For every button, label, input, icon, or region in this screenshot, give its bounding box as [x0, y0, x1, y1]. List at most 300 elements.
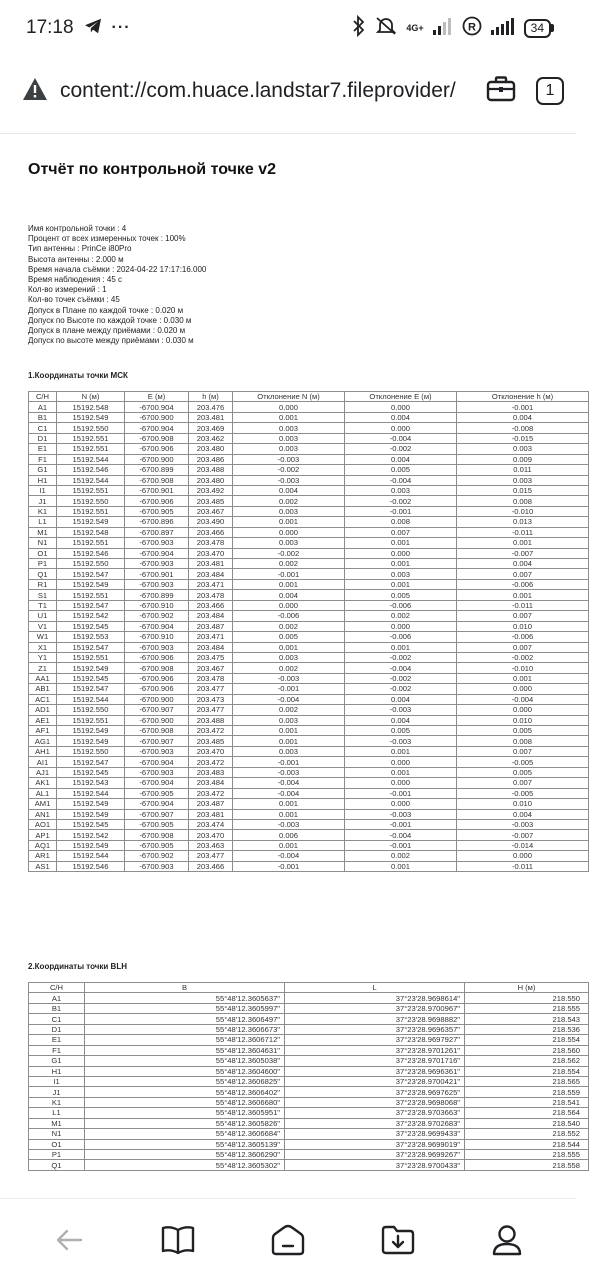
table-cell: 0.001 [233, 726, 345, 736]
back-arrow-icon[interactable] [39, 1210, 99, 1270]
table-cell: 15192.551 [57, 506, 125, 516]
table-cell: -0.003 [233, 475, 345, 485]
home-icon[interactable] [258, 1210, 318, 1270]
table-cell: 0.005 [345, 465, 457, 475]
table-cell: -6700.899 [125, 590, 189, 600]
table-cell: -6700.908 [125, 433, 189, 443]
table-header-cell: С/Н [29, 983, 85, 993]
meta-line: Допуск в плане между приёмами : 0.020 м [28, 326, 186, 336]
table-cell: 0.004 [233, 590, 345, 600]
table-cell: 203.484 [189, 778, 233, 788]
table-cell: 0.002 [233, 663, 345, 673]
table-cell: -0.001 [233, 757, 345, 767]
table-cell: 203.470 [189, 830, 233, 840]
table-cell: -0.006 [233, 611, 345, 621]
table-cell: -0.011 [457, 527, 589, 537]
table-cell: 203.488 [189, 465, 233, 475]
table-row [29, 1003, 589, 1013]
table-cell: I1 [29, 485, 57, 495]
table-row [29, 684, 589, 694]
table-cell: 0.000 [345, 548, 457, 558]
table-cell: O1 [29, 1139, 85, 1149]
table-cell: F1 [29, 1045, 85, 1055]
table-cell: -6700.908 [125, 726, 189, 736]
mute-icon [375, 16, 397, 41]
table-cell: -6700.904 [125, 423, 189, 433]
table-cell: 0.001 [345, 767, 457, 777]
tab-switcher-button[interactable]: 1 [536, 77, 564, 105]
table-cell: 37°23'28.9698614" [285, 993, 465, 1003]
meta-line: Процент от всех измеренных точек : 100% [28, 234, 186, 244]
table-cell: C1 [29, 423, 57, 433]
table-cell: 203.490 [189, 517, 233, 527]
table-row [29, 423, 589, 433]
table-cell: 0.011 [457, 465, 589, 475]
table-cell: 0.001 [233, 642, 345, 652]
meta-line: Высота антенны : 2.000 м [28, 254, 124, 264]
table-cell: Y1 [29, 652, 57, 662]
table-row [29, 496, 589, 506]
table-cell: AM1 [29, 799, 57, 809]
msk-coordinates-table [28, 391, 589, 872]
table-cell: 0.004 [457, 809, 589, 819]
table-cell: 218.544 [465, 1139, 589, 1149]
table-cell: -0.001 [345, 788, 457, 798]
table-cell: AP1 [29, 830, 57, 840]
table-row [29, 840, 589, 850]
table-cell: 37°23'28.9700433" [285, 1160, 465, 1170]
table-row [29, 809, 589, 819]
report-title: Отчёт по контрольной точке v2 [28, 161, 277, 178]
table-cell: 203.481 [189, 559, 233, 569]
table-cell: 203.488 [189, 715, 233, 725]
table-header-cell: N (м) [57, 392, 125, 402]
table-cell: 203.485 [189, 496, 233, 506]
download-folder-icon[interactable] [368, 1210, 428, 1270]
table-row [29, 600, 589, 610]
table-cell: 218.552 [465, 1129, 589, 1139]
table-row [29, 1118, 589, 1128]
table-cell: -0.002 [233, 548, 345, 558]
table-cell: 203.484 [189, 642, 233, 652]
meta-line: Кол-во точек съёмки : 45 [28, 295, 120, 305]
table-cell: -0.003 [233, 673, 345, 683]
table-cell: AI1 [29, 757, 57, 767]
table-cell: 15192.551 [57, 538, 125, 548]
table-cell: 37°23'28.9698068" [285, 1097, 465, 1107]
table-cell: -0.003 [345, 705, 457, 715]
table-cell: 55°48'12.3606825" [85, 1076, 285, 1086]
table-cell: N1 [29, 1129, 85, 1139]
table-cell: -0.011 [457, 861, 589, 871]
table-cell: 0.000 [345, 423, 457, 433]
table-header-cell: E (м) [125, 392, 189, 402]
table-cell: 0.003 [457, 444, 589, 454]
battery-indicator [524, 19, 554, 38]
table-row [29, 506, 589, 516]
table-cell: 15192.545 [57, 819, 125, 829]
table-cell: -0.004 [457, 694, 589, 704]
table-cell: 0.002 [345, 611, 457, 621]
table-row [29, 1056, 589, 1066]
table-cell: A1 [29, 402, 57, 412]
table-cell: 0.007 [457, 611, 589, 621]
table-cell: 0.010 [457, 799, 589, 809]
table-cell: 0.000 [457, 851, 589, 861]
table-cell: 0.003 [233, 444, 345, 454]
table-cell: -0.004 [233, 788, 345, 798]
table-cell: 0.004 [233, 485, 345, 495]
table-row [29, 632, 589, 642]
table-cell: P1 [29, 1150, 85, 1160]
table-cell: 0.002 [233, 559, 345, 569]
table-cell: 37°23'28.9697927" [285, 1035, 465, 1045]
table-cell: 55°48'12.3605637" [85, 993, 285, 1003]
table-cell: C1 [29, 1014, 85, 1024]
table-cell: -0.001 [233, 861, 345, 871]
table-cell: 55°48'12.3606673" [85, 1024, 285, 1034]
table-cell: K1 [29, 506, 57, 516]
table-row [29, 433, 589, 443]
table-cell: -0.004 [345, 475, 457, 485]
table-cell: 0.000 [233, 402, 345, 412]
table-cell: 55°48'12.3606712" [85, 1035, 285, 1045]
table-cell: Q1 [29, 1160, 85, 1170]
table-cell: 55°48'12.3606402" [85, 1087, 285, 1097]
table-row [29, 726, 589, 736]
table-cell: 55°48'12.3605826" [85, 1118, 285, 1128]
battery-level: 34 [524, 19, 551, 38]
table-cell: 203.462 [189, 433, 233, 443]
table-cell: 15192.550 [57, 705, 125, 715]
registered-icon [462, 16, 482, 41]
profile-icon[interactable] [477, 1210, 537, 1270]
table-cell: AS1 [29, 861, 57, 871]
url-text[interactable]: content://com.huace.landstar7.fileprovider/ [60, 79, 456, 102]
table-cell: 218.555 [465, 1150, 589, 1160]
table-cell: 218.562 [465, 1056, 589, 1066]
table-row [29, 1139, 589, 1149]
table-cell: 0.008 [457, 496, 589, 506]
table-row [29, 663, 589, 673]
table-cell: 0.005 [233, 632, 345, 642]
table-cell: 218.555 [465, 1003, 589, 1013]
table-cell: AR1 [29, 851, 57, 861]
table-cell: 203.469 [189, 423, 233, 433]
table-cell: 203.477 [189, 851, 233, 861]
table-cell: AO1 [29, 819, 57, 829]
table-row [29, 590, 589, 600]
table-row [29, 851, 589, 861]
table-cell: AL1 [29, 788, 57, 798]
table-cell: 203.474 [189, 819, 233, 829]
table-cell: 15192.549 [57, 663, 125, 673]
table-cell: O1 [29, 548, 57, 558]
table-cell: 15192.544 [57, 788, 125, 798]
table-cell: J1 [29, 1087, 85, 1097]
table-cell: 0.001 [233, 799, 345, 809]
table-cell: 55°48'12.3604600" [85, 1066, 285, 1076]
table-cell: -6700.903 [125, 579, 189, 589]
table-cell: X1 [29, 642, 57, 652]
table-cell: AH1 [29, 746, 57, 756]
table-cell: A1 [29, 993, 85, 1003]
signal-icon-2 [491, 17, 515, 40]
table-cell: 0.013 [457, 517, 589, 527]
table-cell: 15192.551 [57, 444, 125, 454]
briefcase-icon[interactable] [486, 76, 516, 107]
table-cell: 0.003 [233, 746, 345, 756]
table-row [29, 861, 589, 871]
table-cell: 0.000 [345, 757, 457, 767]
table-cell: 55°48'12.3606290" [85, 1150, 285, 1160]
table-cell: 15192.546 [57, 548, 125, 558]
table-cell: 0.001 [457, 590, 589, 600]
table-cell: 15192.551 [57, 433, 125, 443]
table-cell: -6700.906 [125, 496, 189, 506]
table-row [29, 517, 589, 527]
table-cell: 0.003 [233, 423, 345, 433]
table-cell: -6700.900 [125, 694, 189, 704]
table-cell: 0.007 [345, 527, 457, 537]
table-cell: AK1 [29, 778, 57, 788]
warning-icon[interactable] [22, 77, 48, 106]
table-cell: 0.004 [345, 412, 457, 422]
table-cell: 203.472 [189, 726, 233, 736]
table-cell: 15192.549 [57, 412, 125, 422]
meta-line: Имя контрольной точки : 4 [28, 224, 127, 233]
table-cell: 0.000 [457, 705, 589, 715]
table-cell: 203.466 [189, 600, 233, 610]
table-cell: 15192.544 [57, 475, 125, 485]
table-header-cell: С/Н [29, 392, 57, 402]
table-cell: 218.554 [465, 1035, 589, 1045]
table-cell: 203.478 [189, 590, 233, 600]
table-cell: -0.007 [457, 548, 589, 558]
table-cell: 0.005 [345, 726, 457, 736]
table-cell: -0.002 [345, 684, 457, 694]
table-cell: -0.002 [345, 652, 457, 662]
table-cell: -0.002 [457, 652, 589, 662]
table-cell: -6700.907 [125, 736, 189, 746]
table-row [29, 788, 589, 798]
table-cell: 203.483 [189, 767, 233, 777]
table-row [29, 475, 589, 485]
table-cell: 15192.546 [57, 465, 125, 475]
table-cell: U1 [29, 611, 57, 621]
table-cell: -6700.910 [125, 632, 189, 642]
table-cell: 218.554 [465, 1066, 589, 1076]
table-cell: 0.005 [457, 767, 589, 777]
table-cell: 15192.542 [57, 830, 125, 840]
table-cell: B1 [29, 412, 57, 422]
table-row [29, 1024, 589, 1034]
table-cell: AN1 [29, 809, 57, 819]
table-row [29, 819, 589, 829]
table-cell: 0.003 [345, 569, 457, 579]
table-cell: 15192.549 [57, 726, 125, 736]
table-cell: 203.492 [189, 485, 233, 495]
table-cell: -6700.904 [125, 778, 189, 788]
telegram-icon [84, 18, 102, 39]
table-cell: Z1 [29, 663, 57, 673]
table-cell: 0.000 [233, 600, 345, 610]
table-row [29, 830, 589, 840]
table-row [29, 485, 589, 495]
table-cell: AJ1 [29, 767, 57, 777]
table-cell: -6700.903 [125, 767, 189, 777]
table-cell: 37°23'28.9702683" [285, 1118, 465, 1128]
blh-coordinates-table [28, 982, 589, 1171]
table-cell: 0.010 [457, 715, 589, 725]
table-cell: 218.541 [465, 1097, 589, 1107]
meta-line: Время наблюдения : 45 с [28, 275, 122, 285]
table-cell: 15192.550 [57, 496, 125, 506]
table-cell: 15192.550 [57, 423, 125, 433]
table-cell: 37°23'28.9698882" [285, 1014, 465, 1024]
table-cell: 15192.543 [57, 778, 125, 788]
table-cell: 218.559 [465, 1087, 589, 1097]
table-cell: Q1 [29, 569, 57, 579]
table-cell: 15192.547 [57, 642, 125, 652]
table-cell: 0.003 [345, 485, 457, 495]
table-cell: 0.009 [457, 454, 589, 464]
table-cell: AC1 [29, 694, 57, 704]
table-header-cell: Отклонение h (м) [457, 392, 589, 402]
table-cell: -0.002 [345, 496, 457, 506]
table-cell: -6700.903 [125, 642, 189, 652]
table-cell: -6700.908 [125, 475, 189, 485]
table-cell: H1 [29, 475, 57, 485]
table-cell: 203.466 [189, 861, 233, 871]
table-cell: 0.003 [233, 715, 345, 725]
table-cell: 15192.547 [57, 569, 125, 579]
table-cell: -0.003 [345, 736, 457, 746]
table-cell: E1 [29, 1035, 85, 1045]
table-cell: 0.001 [233, 809, 345, 819]
table-cell: 0.005 [345, 590, 457, 600]
table-cell: 203.472 [189, 757, 233, 767]
table-cell: -6700.908 [125, 830, 189, 840]
table-cell: -0.003 [233, 454, 345, 464]
table-cell: 218.560 [465, 1045, 589, 1055]
table-cell: -0.003 [233, 819, 345, 829]
table-row [29, 799, 589, 809]
table-cell: -6700.908 [125, 663, 189, 673]
report-document[interactable] [0, 134, 580, 1198]
table-cell: 37°23'28.9699267" [285, 1150, 465, 1160]
table-cell: 218.564 [465, 1108, 589, 1118]
table-cell: -0.015 [457, 433, 589, 443]
meta-line: Допуск по высоте между приёмами : 0.030 м [28, 336, 194, 346]
table-header-cell: Отклонение E (м) [345, 392, 457, 402]
table-cell: B1 [29, 1003, 85, 1013]
table-cell: 203.485 [189, 736, 233, 746]
table-cell: -6700.899 [125, 465, 189, 475]
clock: 17:18 [26, 17, 74, 38]
table-cell: 203.487 [189, 799, 233, 809]
report-meta [28, 224, 206, 346]
table-cell: G1 [29, 1056, 85, 1066]
table-cell: 218.543 [465, 1014, 589, 1024]
table-cell: 0.003 [233, 433, 345, 443]
table-cell: -0.011 [457, 600, 589, 610]
table-cell: -0.008 [457, 423, 589, 433]
table-cell: 15192.549 [57, 840, 125, 850]
table-cell: 15192.544 [57, 694, 125, 704]
table-cell: -6700.907 [125, 705, 189, 715]
table-cell: 0.002 [345, 851, 457, 861]
table-row [29, 746, 589, 756]
table-cell: R1 [29, 579, 57, 589]
table-cell: 15192.549 [57, 579, 125, 589]
network-type-label: 4G+ [406, 22, 424, 33]
table-cell: S1 [29, 590, 57, 600]
table-cell: 0.015 [457, 485, 589, 495]
meta-line: Время начала съёмки : 2024-04-22 17:17:16.000 [28, 264, 207, 274]
table-cell: 0.004 [345, 694, 457, 704]
table-cell: -6700.901 [125, 485, 189, 495]
table-cell: 218.536 [465, 1024, 589, 1034]
table-cell: L1 [29, 1108, 85, 1118]
table-cell: -0.001 [345, 506, 457, 516]
table-cell: -6700.900 [125, 412, 189, 422]
table-header-cell: L [285, 983, 465, 993]
table-cell: -0.006 [345, 632, 457, 642]
table-cell: -0.004 [345, 433, 457, 443]
svg-text:R: R [467, 21, 476, 33]
table-cell: 55°48'12.3605997" [85, 1003, 285, 1013]
table-cell: 37°23'28.9696361" [285, 1066, 465, 1076]
table-cell: 15192.553 [57, 632, 125, 642]
table-cell: 0.001 [233, 412, 345, 422]
table-cell: 0.002 [233, 496, 345, 506]
address-bar[interactable] [0, 60, 576, 122]
table-cell: -0.003 [233, 767, 345, 777]
table-cell: -6700.905 [125, 506, 189, 516]
table-cell: 203.470 [189, 746, 233, 756]
table-cell: -6700.896 [125, 517, 189, 527]
table-cell: 0.001 [233, 840, 345, 850]
table-cell: H1 [29, 1066, 85, 1076]
table-cell: -0.006 [457, 579, 589, 589]
table-cell: 0.001 [233, 517, 345, 527]
table-cell: 0.001 [345, 559, 457, 569]
table-cell: 15192.544 [57, 851, 125, 861]
table-cell: 0.001 [233, 579, 345, 589]
table-row [29, 444, 589, 454]
table-row [29, 736, 589, 746]
table-cell: 203.475 [189, 652, 233, 662]
table-cell: 15192.549 [57, 517, 125, 527]
table-cell: -6700.904 [125, 621, 189, 631]
table-cell: K1 [29, 1097, 85, 1107]
table-cell: 0.000 [345, 621, 457, 631]
table-cell: -0.005 [457, 757, 589, 767]
table-cell: -0.006 [457, 632, 589, 642]
table-cell: 15192.551 [57, 715, 125, 725]
table-cell: AB1 [29, 684, 57, 694]
table-cell: 0.003 [233, 538, 345, 548]
table-cell: AE1 [29, 715, 57, 725]
table-row [29, 412, 589, 422]
table-cell: -0.004 [233, 778, 345, 788]
table-cell: AD1 [29, 705, 57, 715]
book-icon[interactable] [148, 1210, 208, 1270]
table-row [29, 1129, 589, 1139]
table-cell: -6700.902 [125, 611, 189, 621]
table-cell: 15192.549 [57, 799, 125, 809]
